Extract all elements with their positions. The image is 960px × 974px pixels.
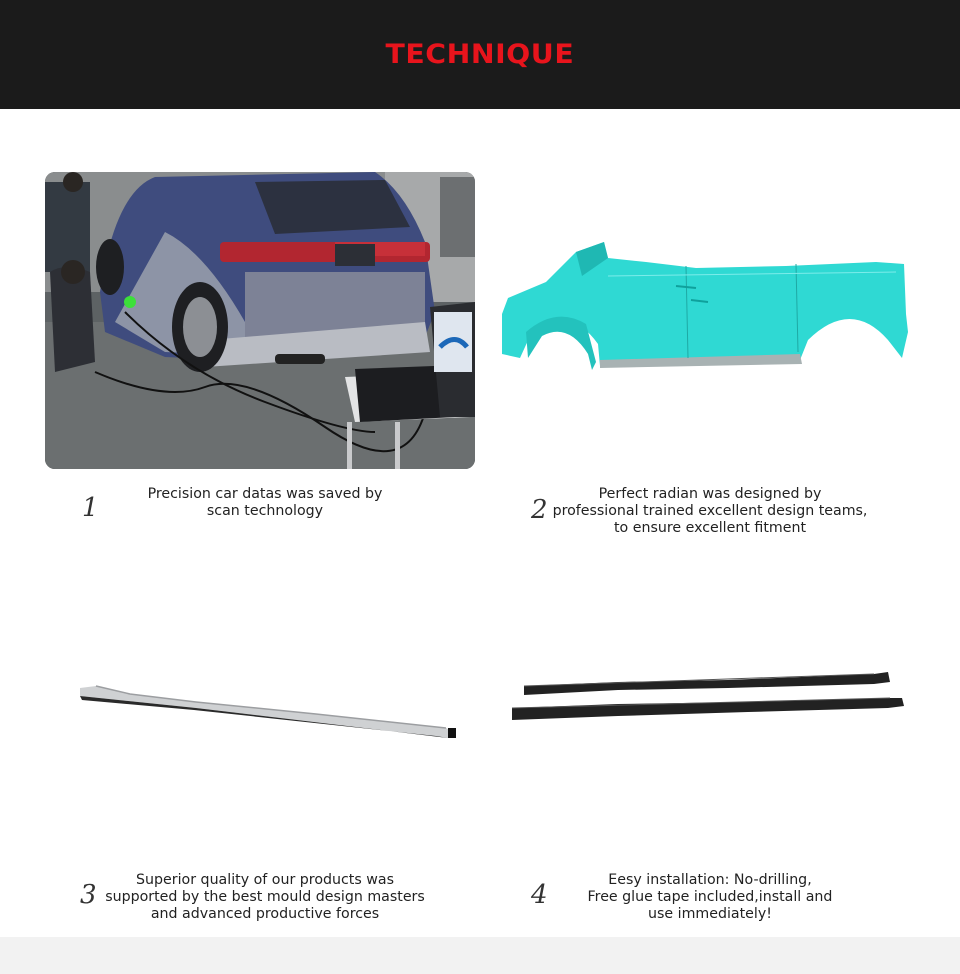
step-3-description [100, 872, 430, 923]
step-3-line-1: Superior quality of our products was [136, 872, 394, 888]
step-3-line-3: and advanced productive forces [150, 906, 380, 922]
step-2-line-2: professional trained excellent design teams, [552, 503, 868, 519]
step-4-line-3: use immediately! [648, 906, 772, 922]
side-skirt-silver-image [76, 680, 462, 744]
scan-workshop-photo [45, 172, 475, 469]
step-3-number: 3 [80, 880, 97, 910]
step-4-number: 4 [531, 880, 548, 910]
step-3-line-2: supported by the best mould design masters [105, 889, 425, 905]
step-4-line-1: Eesy installation: No-drilling, [608, 872, 812, 888]
step-2-line-3: to ensure excellent fitment [613, 520, 807, 536]
step-1-number: 1 [82, 493, 99, 523]
header-banner [0, 0, 960, 109]
page-title: TECHNIQUE [385, 39, 575, 70]
step-4-description [580, 872, 840, 923]
step-1-line-2: scan technology [206, 503, 324, 519]
footer-band [0, 937, 960, 974]
step-1-description [145, 486, 385, 520]
scan-3d-model-image [496, 236, 914, 372]
side-skirt-pair-black-image [508, 668, 908, 724]
step-1-line-1: Precision car datas was saved by [147, 486, 383, 502]
step-2-description [550, 486, 870, 537]
step-4-line-2: Free glue tape included,install and [587, 889, 833, 905]
step-2-line-1: Perfect radian was designed by [598, 486, 822, 502]
step-2-number: 2 [531, 495, 548, 525]
